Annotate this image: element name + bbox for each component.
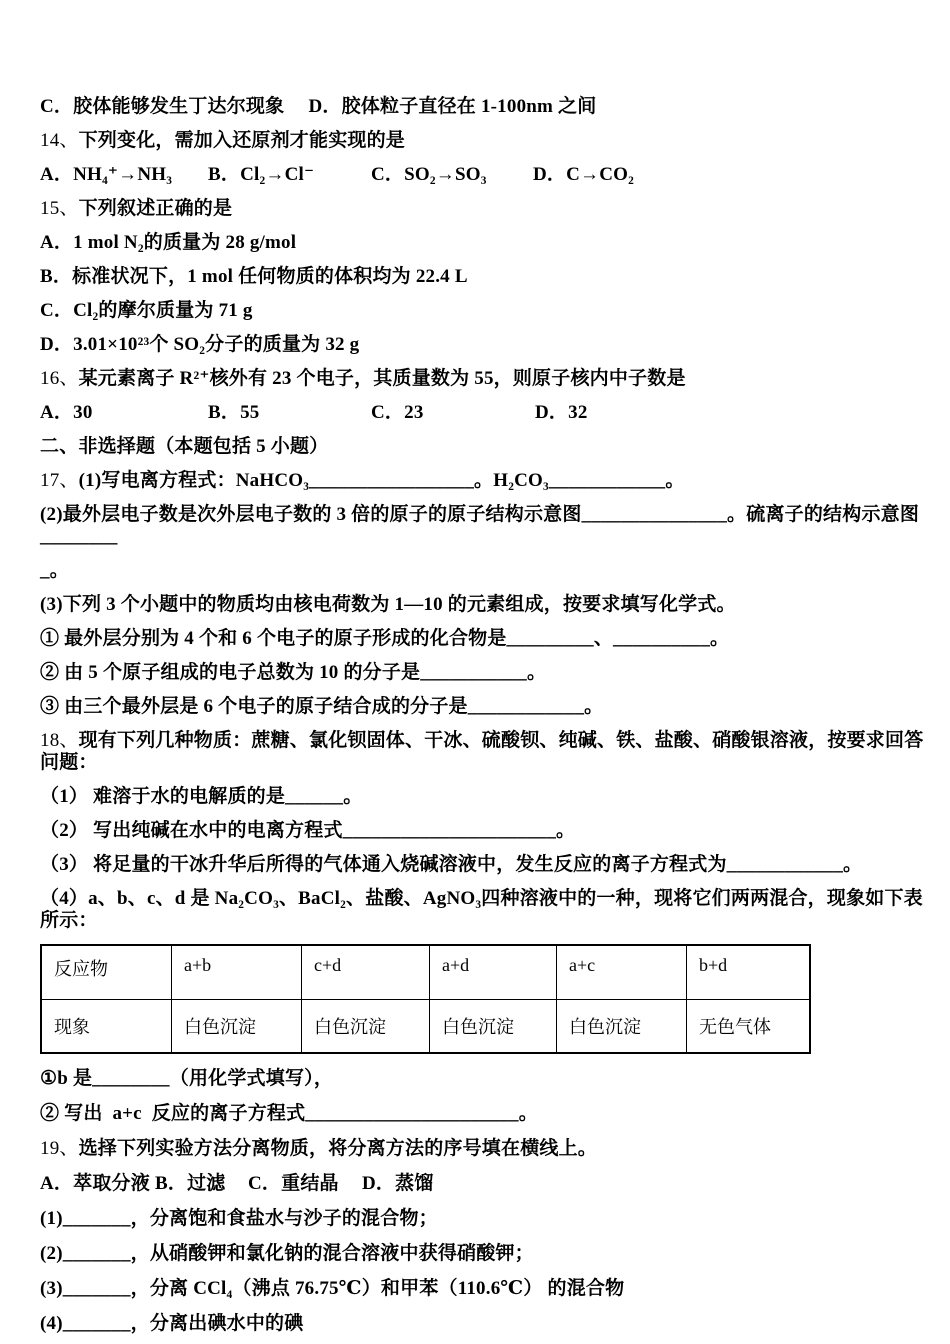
line-text: （1） 难溶于水的电解质的是______。 [40,786,363,807]
line-text: （2） 写出纯碱在水中的电离方程式______________________。 [40,820,576,841]
line-text: （3） 将足量的干冰升华后所得的气体通入烧碱溶液中，发生反应的离子方程式为____________。 [40,854,863,875]
option-item: D．C→CO₂ [533,164,635,185]
text-line [40,560,936,582]
table-cell: b+d [687,945,811,1000]
line-text: （4）a、b、c、d 是 Na₂CO₃、BaCl₂、盐酸、AgNO₃四种溶液中的一种，现将它们两两混合，现象如下表所示： [40,888,923,931]
line-text: ② 写出 a+c 反应的离子方程式______________________。 [40,1103,538,1124]
text-line [40,786,936,808]
question-number: 18、 [40,730,79,751]
text-line [40,594,936,616]
option-item: A．萃取分液 [40,1173,150,1194]
line-text: (2)最外层电子数是次外层电子数的 3 倍的原子的原子结构示意图_______________。硫离子的结构示意图________ [40,504,920,547]
option-item: A．NH₄⁺→NH₃ [40,164,173,185]
line-text: (3)_______，分离 CCl₄（沸点 76.75℃）和甲苯（110.6℃） 的混合物 [40,1278,625,1299]
table-cell: c+d [302,945,430,1000]
table-row [41,945,810,1000]
text-line [40,436,936,458]
line-text: (4)_______，分离出碘水中的碘 [40,1313,304,1334]
line-text: (1)_______，分离饱和食盐水与沙子的混合物； [40,1208,438,1229]
line-text: 下列叙述正确的是 [78,198,233,219]
text-line [40,1243,936,1265]
option-item: C．重结晶 [248,1173,339,1194]
text-line [40,470,936,492]
mixing-results-table [40,944,811,1054]
text-line [40,232,936,254]
line-text: B．标准状况下，1 mol 任何物质的体积均为 22.4 L [40,266,468,287]
option-item: B．过滤 [155,1173,226,1194]
text-line [40,1278,936,1300]
line-text: ③ 由三个最外层是 6 个电子的原子结合成的分子是____________。 [40,696,604,717]
option-item: D．蒸馏 [362,1173,434,1194]
line-text: (2)_______，从硝酸钾和氯化钠的混合溶液中获得硝酸钾； [40,1243,534,1264]
table-row-header-cell: 现象 [41,1000,172,1054]
line-text: ①b 是________（用化学式填写）， [40,1068,334,1089]
questions-section-top [40,96,936,932]
question-number: 14、 [40,130,79,151]
text-line [40,628,936,650]
question-number: 17、 [40,470,79,491]
line-text: ② 由 5 个原子组成的电子总数为 10 的分子是___________。 [40,662,547,683]
text-line [40,1313,936,1335]
table-cell: 白色沉淀 [557,1000,687,1054]
table-cell: a+b [172,945,302,1000]
text-line [40,1208,936,1230]
text-line [40,888,936,932]
table-row [41,1000,810,1054]
table-cell: 无色气体 [687,1000,811,1054]
question-number: 16、 [40,368,79,389]
option-item: C．23 [371,402,424,423]
line-text: 选择下列实验方法分离物质，将分离方法的序号填在横线上。 [78,1138,598,1159]
text-line [40,820,936,842]
table-cell: 白色沉淀 [302,1000,430,1054]
line-text: A．1 mol N₂的质量为 28 g/mol [40,232,297,253]
line-text: 下列变化，需加入还原剂才能实现的是 [78,130,406,151]
line-text: D．3.01×10²³个 SO₂分子的质量为 32 g [40,334,360,355]
text-line [40,130,936,152]
table-cell: 白色沉淀 [172,1000,302,1054]
option-item: B．Cl₂→Cl⁻ [208,164,315,185]
text-line [40,1138,936,1160]
table-cell: a+c [557,945,687,1000]
text-line [40,854,936,876]
table-row-header-cell: 反应物 [41,945,172,1000]
line-text: ① 最外层分别为 4 个和 6 个电子的原子形成的化合物是_________、__________。 [40,628,730,649]
question-number: 15、 [40,198,79,219]
option-item: A．30 [40,402,93,423]
line-text: 某元素离子 R²⁺核外有 23 个电子，其质量数为 55，则原子核内中子数是 [78,368,686,389]
text-line [40,266,936,288]
text-line [40,300,936,322]
question-number: 19、 [40,1138,79,1159]
options-line [40,164,936,186]
line-text: _。 [40,560,69,581]
option-item: C．SO₂→SO₃ [371,164,487,185]
text-line [40,730,936,774]
text-line [40,1068,936,1090]
line-text: (3)下列 3 个小题中的物质均由核电荷数为 1—10 的元素组成，按要求填写化学式。 [40,594,736,615]
table-cell: 白色沉淀 [430,1000,557,1054]
text-line [40,1103,936,1125]
line-text: 二、非选择题（本题包括 5 小题） [40,436,329,457]
option-item: B．55 [208,402,260,423]
line-text: (1)写电离方程式：NaHCO₃_________________。H₂CO₃____________。 [78,470,685,491]
text-line [40,696,936,718]
table-cell: a+d [430,945,557,1000]
text-line [40,662,936,684]
text-line [40,96,936,118]
text-line [40,334,936,356]
line-text: C．Cl₂的摩尔质量为 71 g [40,300,253,321]
text-line [40,368,936,390]
option-item: D．32 [535,402,588,423]
text-line [40,198,936,220]
line-text: C．胶体能够发生丁达尔现象 D．胶体粒子直径在 1-100nm 之间 [40,96,597,117]
text-line [40,504,936,548]
options-line [40,402,936,424]
questions-section-bottom [40,1068,936,1335]
options-line [40,1173,936,1195]
line-text: 现有下列几种物质：蔗糖、氯化钡固体、干冰、硫酸钡、纯碱、铁、盐酸、硝酸银溶液，按要求回答问题： [40,730,924,773]
